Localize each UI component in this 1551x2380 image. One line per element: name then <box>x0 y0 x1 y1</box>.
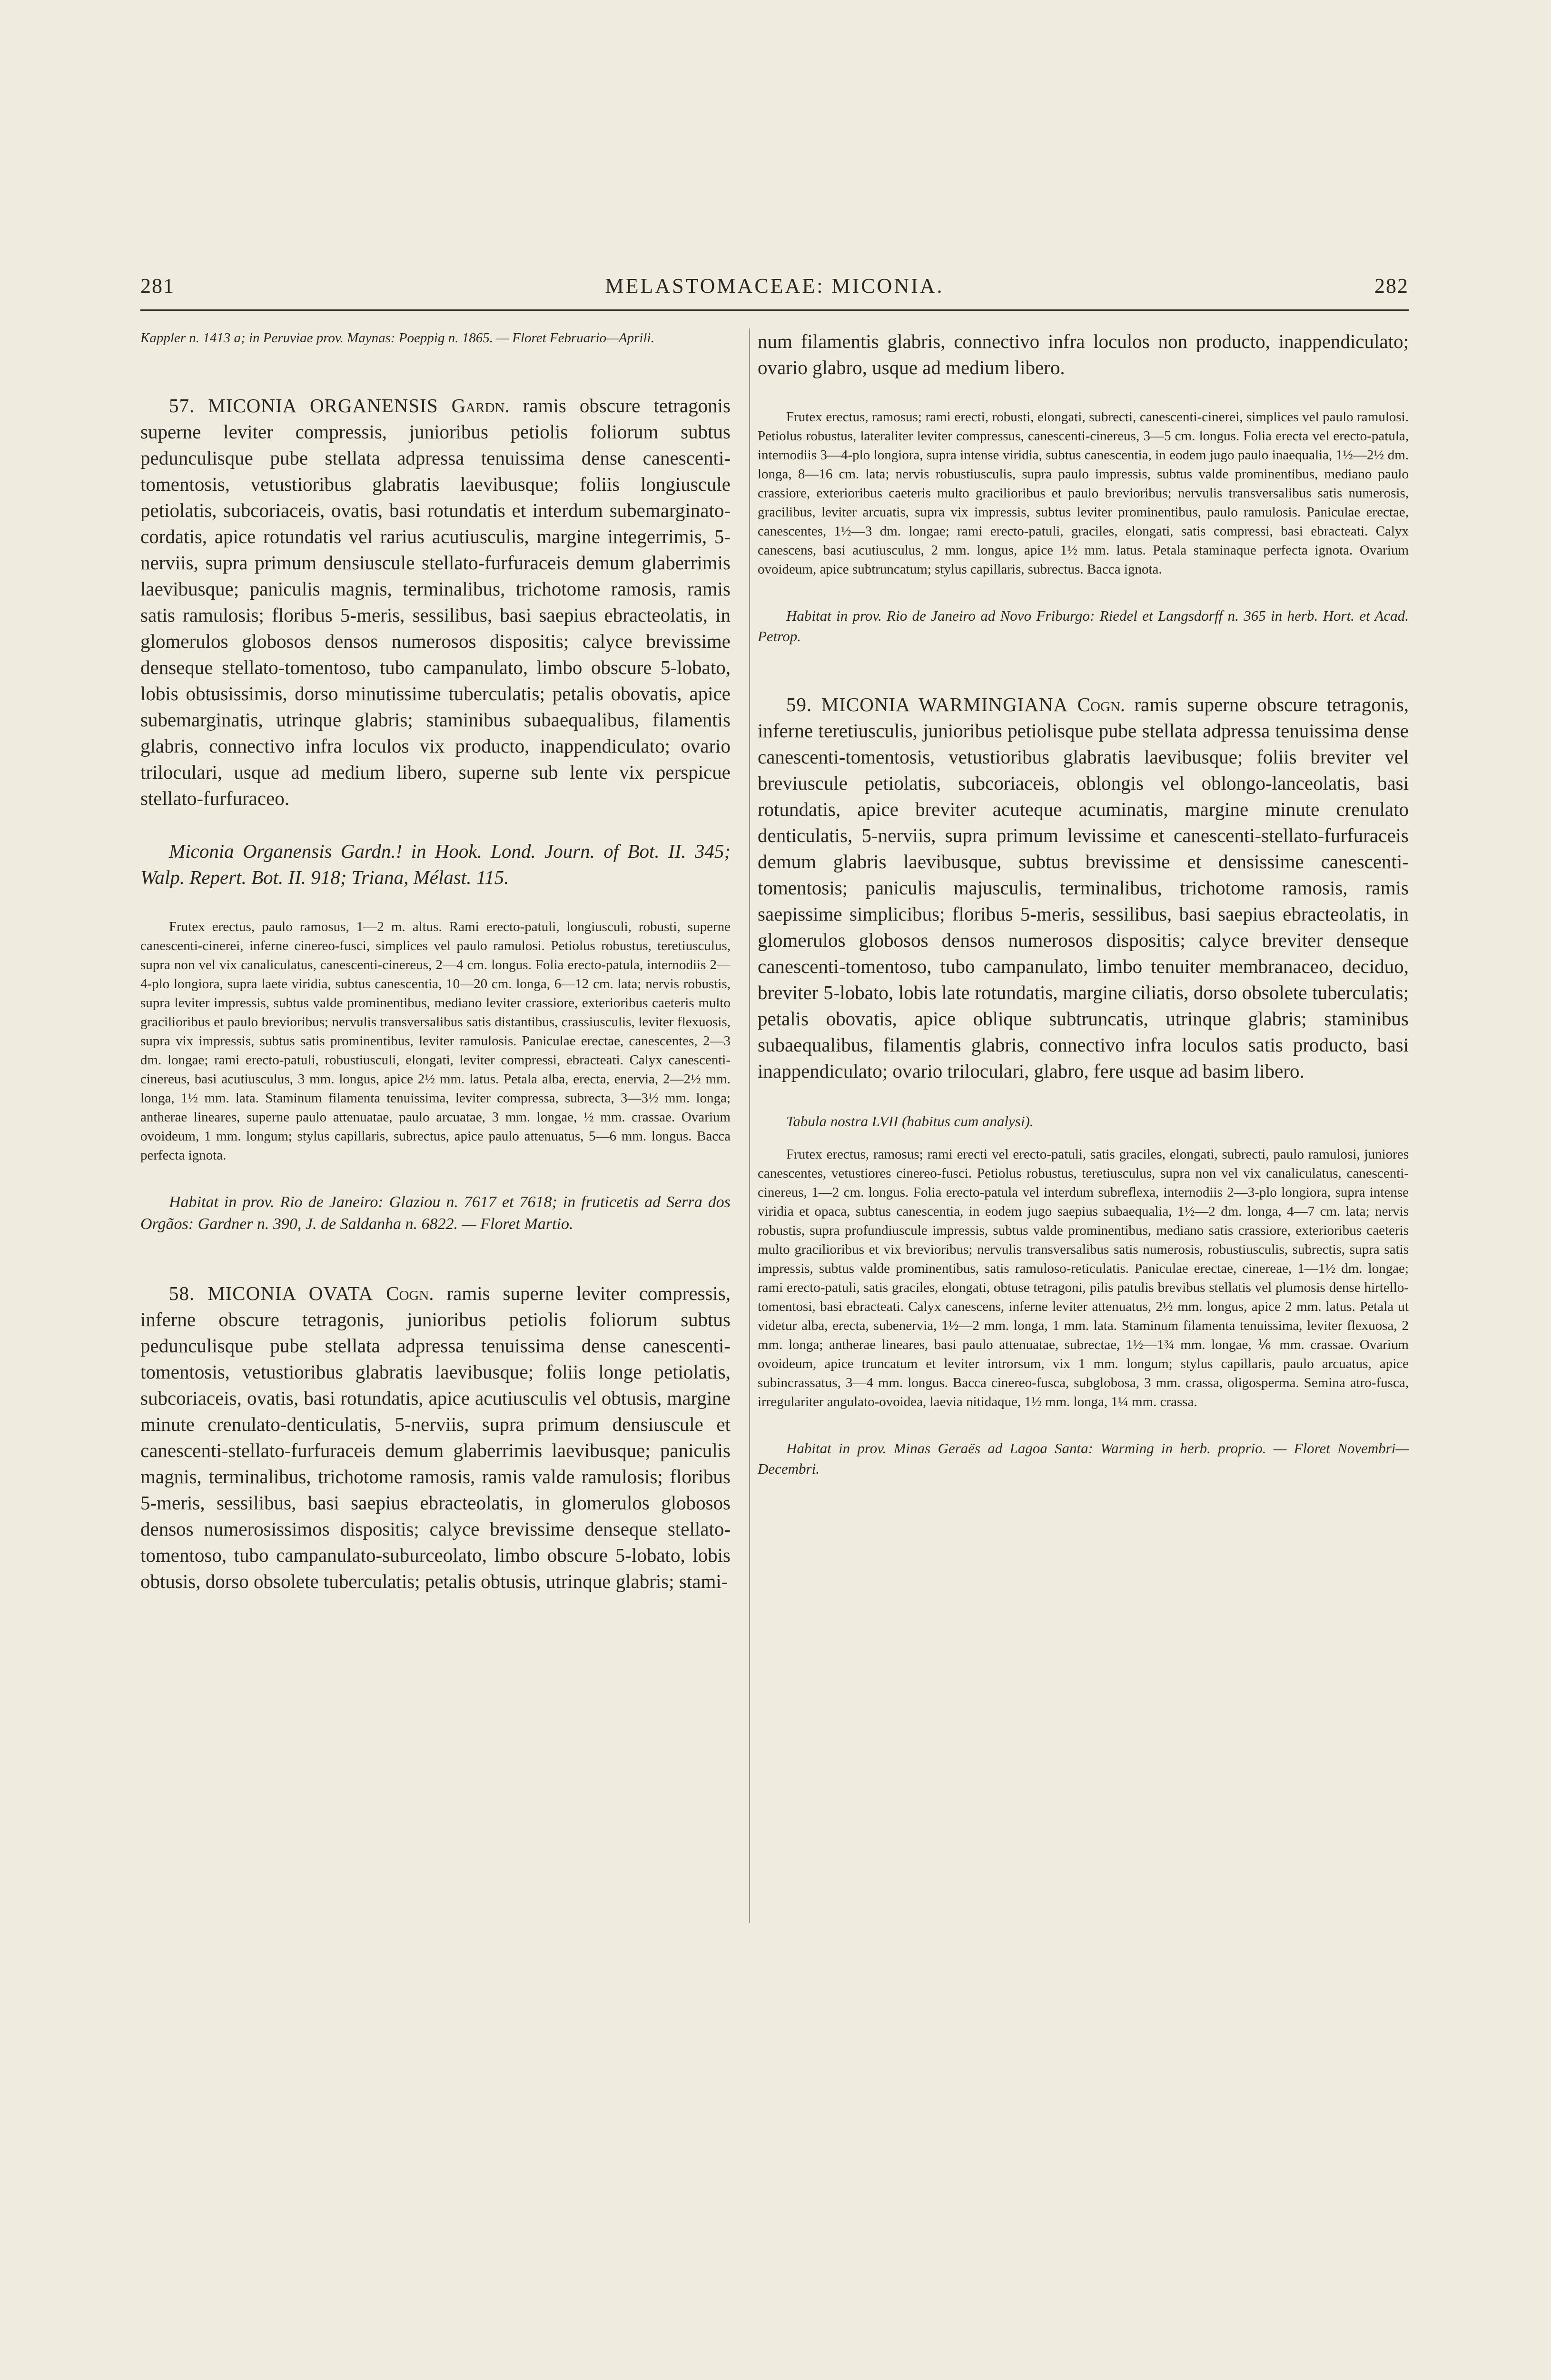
species-57-diagnosis <box>140 393 731 812</box>
running-header <box>140 274 1409 312</box>
species-57-number: 57. <box>169 395 195 416</box>
species-58-habitat: Habitat in prov. Rio de Janeiro ad Novo Friburgo: Riedel et Langsdorff n. 365 in herb. Hort. et Acad. Petrop. <box>758 607 1409 645</box>
species-59-body: ramis superne obscure tetragonis, inferne teretiusculis, junioribus petiolisque pube stellata adpressa tenuissima dense canescenti-tomentosis, vetustioribus glabratis laevibusque; foliis breviter vel breviuscule petiolatis, subcoriaceis, oblongis vel oblongo-lanceolatis, basi rotundatis, apice breviter acuteque acuminatis, margine minute crenulato denticulatis, 5-nerviis, supra primum levissime et canescenti-stellato-furfuraceis demum glabris laevibusque, subtus brevissime et densissime canescenti-tomentosis; paniculis majusculis, terminalibus, trichotome ramosis, ramis saepissime simplicibus; floribus 5-meris, sessilibus, basi saepius ebracteolatis, in glomerulos globosos densos numerosos dispositis; calyce breviter denseque canescenti-tomentoso, tubo campanulato, limbo tenuiter membranaceo, deciduo, breviter 5-lobato, lobis late rotundatis, margine ciliatis, dorso obsolete tuberculatis; petalis obovatis, apice oblique subtruncatis, utrinque glabris; staminibus subaequalibus, filamentis glabris, connectivo infra loculos satis producto, basi inappendiculato; ovario triloculari, glabro, fere usque ad basim libero. <box>758 694 1409 1082</box>
page-number-left: 281 <box>140 274 175 298</box>
species-57-habitat: Habitat in prov. Rio de Janeiro: Glaziou n. 7617 et 7618; in fruticetis ad Serra dos Orgãos: Gardner n. 390, J. de Saldanha n. 6822. — Floret Martio. <box>140 1193 731 1233</box>
right-column <box>758 328 1409 1479</box>
page-number-right: 282 <box>1374 274 1409 298</box>
header-rule <box>140 309 1409 311</box>
species-57-synonymy: Miconia Organensis Gardn.! in Hook. Lond. Journ. of Bot. II. 345; Walp. Repert. Bot. II. 918; Triana, Mélast. 115. <box>140 840 731 888</box>
species-58-diagnosis <box>140 1280 731 1595</box>
species-57-author: Gardn. <box>451 395 510 416</box>
running-title: MELASTOMACEAE: MICONIA. <box>605 274 944 298</box>
species-58-name: MICONIA OVATA <box>207 1282 374 1304</box>
species-58-continuation: num filamentis glabris, connectivo infra loculos non producto, inappendiculato; ovario glabro, usque ad medium libero. <box>758 330 1409 378</box>
species-59-tabula: Tabula nostra LVII (habitus cum analysi). <box>786 1113 1034 1130</box>
species-58-body: ramis superne leviter compressis, inferne obscure tetragonis, junioribus petiolis foliorum subtus pedunculisque pube stellata adpressa tenuissima dense canescenti-tomentosis, vetustioribus glabratis laevibusque; foliis longe petiolatis, subcoriaceis, ovatis, basi rotundatis, apice acutiusculis vel obtusis, margine minute crenulato-denticulatis, 5-nerviis, supra primum densiuscule et canescenti-stellato-furfuraceis demum glaberrimis laevibusque; paniculis magnis, terminalibus, trichotome ramosis, ramis valde ramulosis; floribus 5-meris, sessilibus, basi saepius ebracteolatis, in glomerulos globosos densos numerosissimos dispositis; calyce brevissime denseque stellato-tomentoso, tubo campanulato-suburceolato, limbo obscure 5-lobato, lobis obtusis, dorso obsolete tuberculatis; petalis obtusis, utrinque glabris; stami- <box>140 1282 731 1592</box>
species-57-name: MICONIA ORGANENSIS <box>208 395 438 416</box>
species-59-number: 59. <box>786 694 812 715</box>
species-59-description: Frutex erectus, ramosus; rami erecti vel erecto-patuli, satis graciles, elongati, subrecti, paulo ramulosi, juniores canescentes, vetustiores cinereo-fusci. Petiolus robustus, teretiusculus, supra non vel vix canaliculatus, canescenti-cinereus, 1—2 cm. longus. Folia erecto-patula vel interdum subreflexa, internodiis 2—3-plo longiora, supra intense viridia et opaca, subtus canescentia, in eodem jugo saepius subaequalia, 1½—2 dm. longa, 4—7 cm. lata; nervis robustis, supra profundiuscule impressis, subtus valde prominentibus, mediano satis crassiore, exterioribus caeteris multo gracilioribus et vix brevioribus; nervulis transversalibus satis numerosis, robustiusculis, subrectis, supra satis impressis, subtus valde prominentibus, satis ramuloso-reticulatis. Paniculae erectae, cinereae, 1—1½ dm. longae; rami erecto-patuli, satis graciles, elongati, obtuse tetragoni, pilis patulis brevibus stellatis vel plumosis dense hirtello-tomentosi, basi ebracteati. Calyx canescens, inferne leviter attenuatus, 2½ mm. longus, apice 2 mm. latus. Petala ut videtur alba, erecta, subenervia, 1½—2 mm. longa, 1 mm. lata. Staminum filamenta tenuissima, leviter flexuosa, 2 mm. longa; antherae lineares, basi paulo attenuatae, subrectae, 1½—1¾ mm. longae, ⅙ mm. crassae. Ovarium ovoideum, apice truncatum et leviter introrsum, vix 1 mm. longum; stylus capillaris, paulo arcuatus, apice subincrassatus, 3—4 mm. longus. Bacca cinereo-fusca, subglobosa, 3 mm. crassa, oligosperma. Semina atro-fusca, irregulariter angulato-ovoidea, laevia nitidaque, 1½ mm. longa, 1¼ mm. crassa. <box>758 1147 1409 1409</box>
species-58-number: 58. <box>169 1282 195 1304</box>
species-58-description: Frutex erectus, ramosus; rami erecti, robusti, elongati, subrecti, canescenti-cinerei, simplices vel paulo ramulosi. Petiolus robustus, lateraliter leviter compressus, canescenti-cinereus, 3—5 cm. longus. Folia erecta vel erecto-patula, internodiis 3—4-plo longiora, supra intense viridia, subtus canescentia, in eodem jugo paulo inaequalia, 1½—2½ dm. longa, 8—16 cm. lata; nervis robustiusculis, supra paulo impressis, subtus valde prominentibus, mediano paulo crassiore, exterioribus caeteris multo gracilioribus et paulo brevioribus; nervulis transversalibus satis numerosis, gracilibus, leviter arcuatis, supra vix impressis, subtus leviter prominentibus, paulo ramulosis. Paniculae erectae, canescentes, 1½—3 dm. longae; rami erecto-patuli, graciles, elongati, satis compressi, basi ebracteati. Calyx canescens, basi acutiusculus, 2 mm. longus, apice 1½ mm. latus. Petala staminaque perfecta ignota. Ovarium ovoideum, apice subtruncatum; stylus capillaris, subrectus. Bacca ignota. <box>758 409 1409 577</box>
left-column <box>140 328 731 1595</box>
species-59-author: Cogn. <box>1077 694 1126 715</box>
species-57-description: Frutex erectus, paulo ramosus, 1—2 m. altus. Rami erecto-patuli, longiusculi, robusti, superne canescenti-cinerei, inferne cinereo-fusci, simplices vel paulo ramulosi. Petiolus robustus, teretiusculus, supra non vel vix canaliculatus, canescenti-cinereus, 2—4 cm. longus. Folia erecto-patula, internodiis 2—4-plo longiora, supra laete viridia, subtus canescentia, 10—20 cm. longa, 6—12 cm. lata; nervis robustis, supra leviter impressis, subtus valde prominentibus, mediano leviter crassiore, exterioribus caeteris multo gracilioribus et paulo brevioribus; nervulis transversalibus satis distantibus, crassiusculis, leviter flexuosis, supra vix impressis, subtus satis prominentibus, leviter ramulosis. Paniculae erectae, canescentes, 2—3 dm. longae; rami erecto-patuli, robustiusculi, elongati, leviter compressi, ebracteati. Calyx canescenti-cinereus, basi acutiusculus, 3 mm. longus, apice 2½ mm. latus. Petala alba, erecta, enervia, 2—2½ mm. longa, 1½ mm. lata. Staminum filamenta tenuissima, leviter compressa, subrecta, 3—3½ mm. longa; antherae lineares, superne paulo attenuatae, paulo arcuatae, 3 mm. longae, ½ mm. crassae. Ovarium ovoideum, 1 mm. longum; stylus capillaris, subrectus, apice paulo attenuatus, 5—6 mm. longus. Bacca perfecta ignota. <box>140 919 731 1163</box>
species-59-name: MICONIA WARMINGIANA <box>821 694 1068 715</box>
species-59-diagnosis <box>758 692 1409 1084</box>
column-divider <box>749 328 750 1923</box>
species-57-body: ramis obscure tetragonis superne leviter compressis, junioribus petiolis foliorum subtus pedunculisque pube stellata adpressa tenuissima dense canescenti-tomentosis, vetustioribus glabratis laevibusque; foliis longiuscule petiolatis, subcoriaceis, ovatis, basi rotundatis et interdum subemarginato-cordatis, apice rotundatis vel rarius acutiusculis, margine integerrimis, 5-nerviis, supra primum densiuscule stellato-furfuraceis demum glaberrimis laevibusque; paniculis magnis, terminalibus, trichotome ramosis, ramis satis ramulosis; floribus 5-meris, sessilibus, basi saepius ebracteolatis, in glomerulos globosos densos numerosos dispositis; calyce brevissime denseque stellato-tomentoso, tubo campanulato, limbo obscure 5-lobato, lobis obtusissimis, dorso minutissime tuberculatis; petalis obovatis, apice subemarginatis, utrinque glabris; staminibus subaequalibus, filamentis glabris, connectivo infra loculos vix producto, inappendiculato; ovario triloculari, usque ad medium libero, superne sub lente vix perspicue stellato-furfuraceo. <box>140 395 731 809</box>
species-58-author: Cogn. <box>386 1282 434 1304</box>
intro-citation: Kappler n. 1413 a; in Peruviae prov. Maynas: Poeppig n. 1865. — Floret Februario—Aprili. <box>140 330 654 346</box>
species-59-habitat: Habitat in prov. Minas Geraës ad Lagoa Santa: Warming in herb. proprio. — Floret Novembri—Decembri. <box>758 1440 1409 1477</box>
